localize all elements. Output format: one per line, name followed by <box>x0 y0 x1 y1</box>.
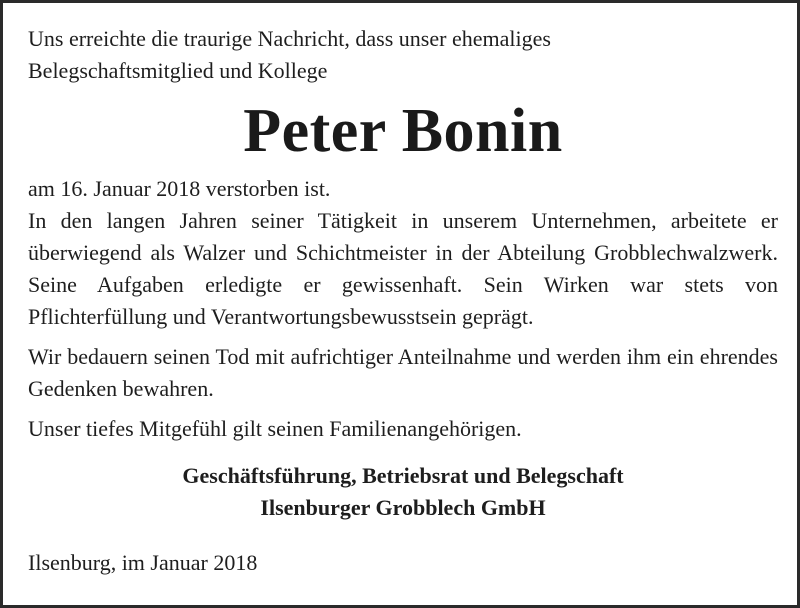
company-name: Ilsenburger Grobblech GmbH <box>260 495 546 520</box>
career-paragraph: In den langen Jahren seiner Tätigkeit in unserem Unternehmen, arbeitete er überwiegend als Walzer und Schichtmeister in der Abteilung Grobblechwalzwerk. Seine Aufgaben erledigte er gewissenhaft. Sein Wirken war stets von Pflichterfüllung und Verantwortungsbewusstsein geprägt. <box>28 208 778 329</box>
sympathy-line: Unser tiefes Mitgefühl gilt seinen Familienangehörigen. <box>28 416 522 441</box>
place-date-line: Ilsenburg, im Januar 2018 <box>28 550 258 575</box>
condolence-paragraph: Wir bedauern seinen Tod mit aufrichtiger Anteilnahme und werden ihm ein ehrendes Gedenken bewahren. <box>28 344 778 401</box>
intro-line: Belegschaftsmitglied und Kollege <box>28 58 328 83</box>
intro-line: Uns erreichte die traurige Nachricht, dass unser ehemaliges <box>28 26 551 51</box>
signature-block <box>28 460 778 524</box>
signature-line: Geschäftsführung, Betriebsrat und Belegschaft <box>182 463 624 488</box>
place-date <box>28 547 778 579</box>
notice-body <box>28 173 778 445</box>
death-date-line: am 16. Januar 2018 verstorben ist. <box>28 176 331 201</box>
notice-content <box>28 23 778 579</box>
intro-text <box>28 23 778 87</box>
deceased-name: Peter Bonin <box>243 97 563 165</box>
